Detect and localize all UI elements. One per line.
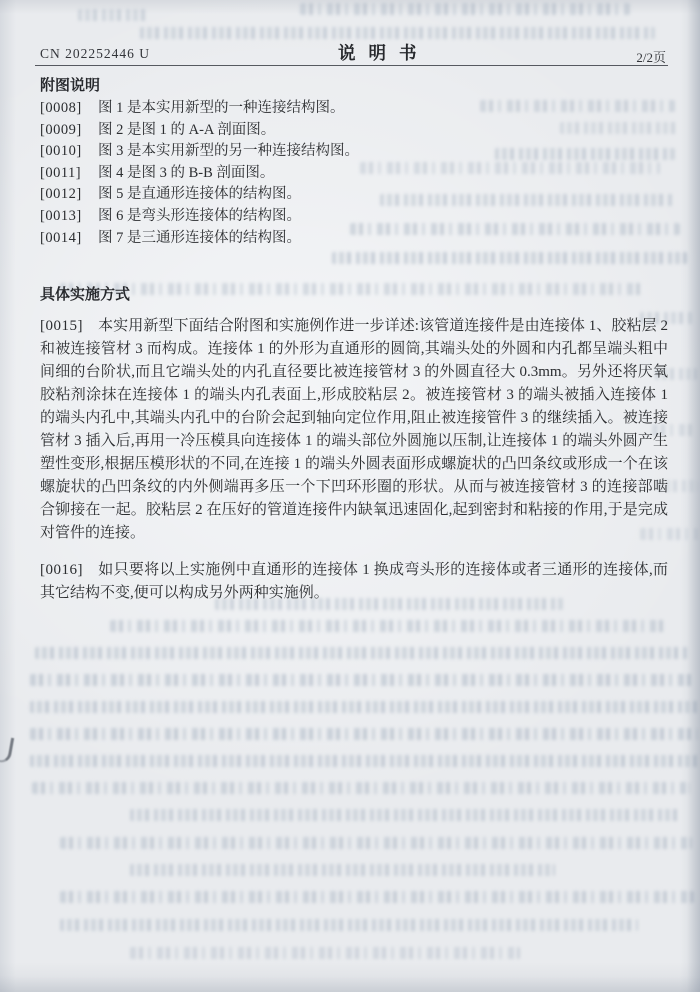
ghost-text-line [30,674,695,686]
document-number: CN 202252446 U [40,46,151,61]
paragraph-text: 图 6 是弯头形连接体的结构图。 [98,207,301,224]
paragraph-0013 [40,206,668,228]
paragraph-text: 图 1 是本实用新型的一种连接结构图。 [98,100,345,116]
ghost-text-line [30,728,698,740]
ghost-text-line [130,809,678,821]
paragraph-text: 图 5 是直通形连接体的结构图。 [98,186,301,203]
paragraph-tag: [0008] [40,100,82,116]
section-heading-drawings: 附图说明 [40,78,101,94]
page-header [35,40,668,66]
paragraph-tag: [0015] [40,318,83,335]
section-heading-embodiments: 具体实施方式 [40,287,131,304]
scan-edge-shadow-bottom [0,976,700,992]
ghost-text-line [60,891,694,903]
ghost-text-line [35,647,690,659]
paragraph-text: 本实用新型下面结合附图和实施例作进一步详述:该管道连接件是由连接体 1、胶粘层 2 和被连接管材 3 而构成。连接体 1 的外形为直通形的圆筒,其端头处的外圆和内孔都呈端头粗中间细的台阶状,而且它端头处的内孔直径要比被连接管材 3 的外圆直径大 0.3mm。另外还将厌氧胶粘剂涂抹在连接体 1 的端头内孔表面上,形成胶粘层 2。被连接管材 3 的端头被插入连接体 1 的端头内孔中,其端头内孔中的台阶会起到轴向定位作用,阻止被连接管件 3 的继续插入。被连接管材 3 插入后,再用一冷压模具向连接体 1 的端头部位外圆施以压制,让连接体 1 的端头外圆产生塑性变形,根据压模形状的不同,在连接 1 的端头外圆表面形成螺旋状的凸凹条纹或形成一个在该螺旋状的凸凹条纹的内外侧端再多压一个下凹环形圈的形状。从而与被连接管材 3 的连接部啮合铆接在一起。胶粘层 2 在压好的管道连接件内缺氧迅速固化,起到密封和粘接的作用,于是完成对管件的连接。 [40,318,668,542]
paragraph-tag: [0012] [40,186,82,203]
ghost-text-line [140,27,655,39]
ghost-text-line [78,9,148,21]
paragraph-tag: [0014] [40,229,82,246]
stray-ink-mark [0,736,14,764]
paragraph-0015 [40,315,668,545]
page-indicator: 2/2页 [636,50,666,65]
ghost-text-line [300,3,630,15]
paragraph-0016 [40,559,668,605]
paragraph-text: 图 3 是本实用新型的另一种连接结构图。 [98,143,359,160]
document-body [40,76,668,605]
paragraph-0010 [40,141,668,163]
ghost-text-line [130,864,555,876]
paragraph-0014 [40,228,668,250]
paragraph-text: 图 7 是三通形连接体的结构图。 [98,229,301,246]
figure-description-list [40,98,668,249]
paragraph-0009 [40,120,668,142]
ghost-text-line [30,755,698,767]
document-title: 说明书 [338,43,430,63]
ghost-text-line [30,701,698,713]
paragraph-0012 [40,184,668,206]
ghost-text-line [60,837,692,849]
paragraph-0011 [40,163,668,185]
ghost-text-line [110,620,665,632]
paragraph-text: 图 2 是图 1 的 A-A 剖面图。 [98,121,276,138]
ghost-text-line [32,782,690,794]
paragraph-tag: [0009] [40,121,82,138]
scan-edge-shadow-right [687,0,700,992]
header-rule [35,65,668,66]
paragraph-text: 图 4 是图 3 的 B-B 剖面图。 [98,164,275,181]
paragraph-tag: [0016] [40,562,83,579]
paragraph-tag: [0011] [40,164,82,181]
ghost-text-line [130,947,520,959]
paragraph-0008 [40,98,668,120]
ghost-text-line [60,919,638,931]
paragraph-tag: [0010] [40,143,82,160]
paragraph-tag: [0013] [40,207,82,224]
paragraph-text: 如只要将以上实施例中直通形的连接体 1 换成弯头形的连接体或者三通形的连接体,而其它结构不变,便可以构成另外两种实施例。 [40,562,668,602]
